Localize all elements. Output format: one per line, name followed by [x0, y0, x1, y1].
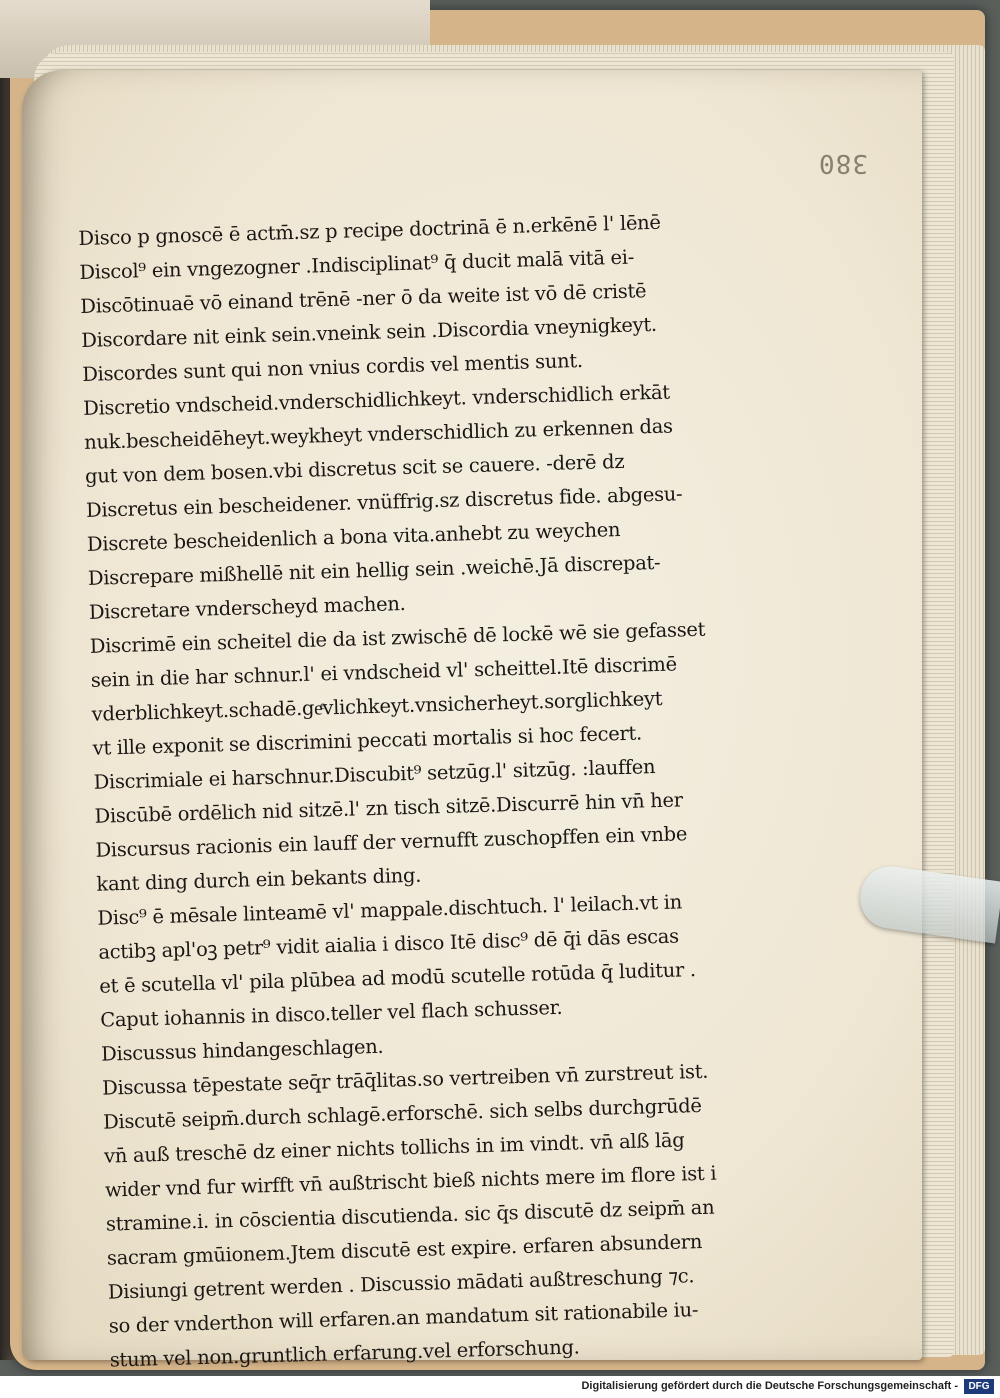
text-line: stramine.i. in cōscientia discutienda. sic q̄s discutē dz seipm̄ an [105, 1195, 715, 1236]
text-line: Disco p gnoscē ē actm̄.sz p recipe doctrinā ē n.erkēnē l' lēnē [78, 210, 661, 250]
folio-number: 380 [818, 148, 868, 178]
text-line: Discursus racionis ein lauff der vernufft zuschopffen ein vnbe [95, 822, 688, 862]
text-line: Discretare vnderscheyd machen. [88, 592, 406, 624]
text-line: kant ding durch ein bekants ding. [96, 863, 422, 896]
text-line: vderblichkeyt.schadē.geͤvlichkeyt.vnsicherheyt.sorglichkeyt [91, 686, 663, 726]
digitization-footer [0, 1376, 1000, 1398]
dfg-logo: DFG [964, 1379, 994, 1394]
footer-credit: Digitalisierung gefördert durch die Deutsche Forschungsgemeinschaft - [581, 1380, 958, 1392]
text-line: Disc⁹ ē mēsale linteamē vl' mappale.dischtuch. l' leilach.vt in [97, 890, 683, 930]
text-line: vt ille exponit se discrimini peccati mortalis si hoc fecert. [92, 721, 643, 760]
text-line: Discōtinuaē vō einand trēnē -ner ō da weite ist vō dē cristē [80, 279, 647, 318]
text-line: Disiungi getrent werden . Discussio mādati außtreschung ⁊c. [107, 1264, 695, 1304]
text-line: Discutē seipm̄.durch schlagē.erforschē. sich selbs durchgrūdē [102, 1093, 702, 1134]
text-line: sein in die har schnur.l' ei vndscheid vl' scheittel.Itē discrimē [90, 652, 678, 692]
text-line: stum vel non.gruntlich erfarung.vel erforschung. [109, 1335, 580, 1372]
text-line: Discūbē ordēlich nid sitzē.l' zn tisch sitzē.Discurrē hin vn̄ her [94, 788, 684, 828]
text-line: nuk.bescheidēheyt.weykheyt vnderschidlich zu erkennen das [83, 414, 674, 454]
text-line: so der vnderthon will erfaren.an mandatum sit rationabile iu- [108, 1298, 699, 1338]
text-line: Discretus ein bescheidener. vnüffrig.sz discretus fide. abgesu- [85, 482, 683, 522]
text-line: wider vnd fur wirfft vn̄ außtrischt bieß nichts mere im flore ist i [104, 1161, 717, 1202]
text-line: et ē scutella vl' pila plūbea ad modū scutelle rotūda q̄ luditur . [99, 958, 697, 998]
text-line: Discordes sunt qui non vnius cordis vel mentis sunt. [81, 348, 584, 386]
text-line: Discrete bescheidenlich a bona vita.anhebt zu weychen [86, 517, 621, 556]
text-line: Discol⁹ ein vngezogner .Indisciplinat⁹ q̄ ducit malā vitā ei- [79, 245, 635, 284]
text-line: Discussus hindangeschlagen. [100, 1034, 384, 1066]
text-line: Discretio vndscheid.vnderschidlichkeyt. vnderschidlich erkāt [82, 380, 671, 420]
text-line: Discrimiale ei harschnur.Discubit⁹ setzūg.l' sitzūg. :lauffen [93, 755, 656, 794]
text-line: gut von dem bosen.vbi discretus scit se cauere. -derē dz [84, 449, 625, 488]
text-line: Caput iohannis in disco.teller vel flach schusser. [99, 995, 563, 1032]
text-line: vn̄ auß treschē dz einer nichts tollichs in im vindt. vn̄ alß lāg [103, 1128, 685, 1168]
text-line: sacram gmūionem.Jtem discutē est expire. erfaren absundern [106, 1229, 703, 1270]
text-line: Discrimē ein scheitel die da ist zwischē dē lockē wē sie gefasset [89, 617, 706, 658]
text-line: actibꝫ apl'oꝫ petr⁹ vidit aialia i disco Itē disc⁹ dē q̄i dās escas [98, 924, 680, 964]
printed-text-block [78, 203, 790, 1378]
text-line: Discrepare mißhellē nit ein hellig sein .weichē.Jā discrepat- [87, 550, 661, 590]
text-line: Discordare nit eink sein.vneink sein .Discordia vneynigkeyt. [80, 312, 658, 352]
text-line: Discussa tēpestate seq̄r trāq̄litas.so vertreiben vn̄ zurstreut ist. [101, 1059, 709, 1100]
